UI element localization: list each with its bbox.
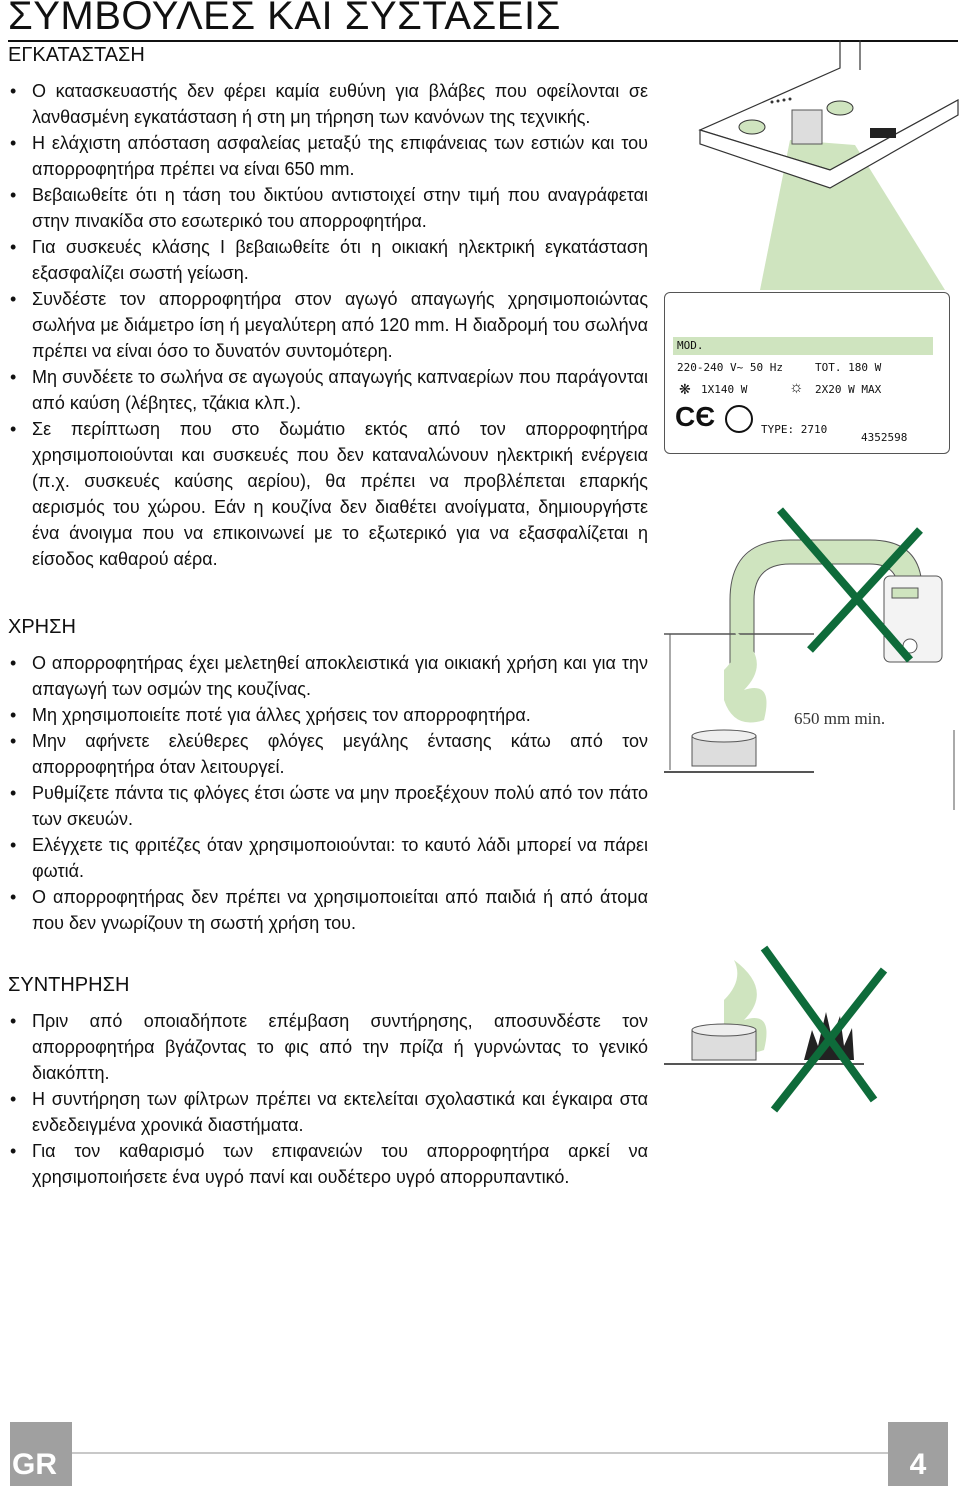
maintenance-list [8, 1008, 648, 1190]
list-item: • Ο απορροφητήρας έχει μελετηθεί αποκλειστικά για οικιακή χρήση και για την απαγωγή των οσμών της κουζίνας. [8, 650, 648, 702]
motor-power-text: 1X140 W [701, 383, 748, 396]
list-item: • Πριν από οποιαδήποτε επέμβαση συντήρησης, αποσυνδέστε τον απορροφητήρα βγάζοντας το φις από την πρίζα ή γυρνώντας το γενικό διακόπτη. [8, 1008, 648, 1086]
usage-heading: ΧΡΗΣΗ [8, 616, 76, 638]
mod-bar [673, 337, 933, 355]
installation-list [8, 78, 648, 572]
list-item: • Η ελάχιστη απόσταση ασφαλείας μεταξύ της επιφάνειας των εστιών και του απορροφητήρα πρέπει να είναι 650 mm. [8, 130, 648, 182]
list-item: • Μη συνδέετε το σωλήνα σε αγωγούς απαγωγής καπναερίων που παράγονται από καύση (λέβητες, τζάκια κλπ.). [8, 364, 648, 416]
page-number: 4 [888, 1422, 948, 1486]
lamp-icon: ☼ [789, 379, 804, 396]
distance-label: 650 mm min. [794, 709, 886, 728]
cert-mark-icon [725, 405, 753, 433]
mod-text: MOD. [677, 339, 704, 352]
hood-illustration [680, 40, 960, 290]
list-item: • Ο απορροφητήρας δεν πρέπει να χρησιμοποιείται από παιδιά ή από άτομα που δεν γνωρίζουν τη σωστή χρήση του. [8, 884, 648, 936]
list-item: • Μην αφήνετε ελεύθερες φλόγες μεγάλης έντασης κάτω από τον απορροφητήρα όταν λειτουργεί. [8, 728, 648, 780]
list-item: • Η συντήρηση των φίλτρων πρέπει να εκτελείται σχολαστικά και έγκαιρα στα ενδεδειγμένα χρονικά διαστήματα. [8, 1086, 648, 1138]
ce-mark-icon: CЄ [675, 401, 716, 432]
fan-icon: ❋ [679, 381, 691, 397]
list-item: • Ο κατασκευαστής δεν φέρει καμία ευθύνη για βλάβες που οφείλονται σε λανθασμένη εγκατάσταση ή στη μη τήρηση των κανόνων της τεχνικής. [8, 78, 648, 130]
distance-illustration [664, 620, 960, 810]
list-item: • Μη χρησιμοποιείτε ποτέ για άλλες χρήσεις τον απορροφητήρα. [8, 702, 648, 728]
list-item: • Ελέγχετε τις φριτέζες όταν χρησιμοποιούνται: το καυτό λάδι μπορεί να πάρει φωτιά. [8, 832, 648, 884]
flame-illustration [664, 940, 960, 1140]
footer-rule [72, 1452, 888, 1454]
usage-list [8, 650, 648, 936]
list-item: • Βεβαιωθείτε ότι η τάση του δικτύου αντιστοιχεί στην τιμή που αναγράφεται στην πινακίδα στο εσωτερικό του απορροφητήρα. [8, 182, 648, 234]
list-item: • Ρυθμίζετε πάντα τις φλόγες έτσι ώστε να μην προεξέχουν πολύ από τον πάτο των σκευών. [8, 780, 648, 832]
list-item: • Για τον καθαρισμό των επιφανειών του απορροφητήρα αρκεί να χρησιμοποιήσετε ένα υγρό πανί και ουδέτερο υγρό απορρυπαντικό. [8, 1138, 648, 1190]
type-text: TYPE: 2710 [761, 423, 828, 436]
installation-heading: ΕΓΚΑΤΑΣΤΑΣΗ [8, 44, 145, 66]
list-item: • Σε περίπτωση που στο δωμάτιο εκτός από τον απορροφητήρα χρησιμοποιούνται και συσκευές που δεν καταναλώνουν ηλεκτρική ενέργεια (π.χ. συσκευές καύσης αερίου), θα πρέπει να προβλέπεται επαρκής αερισμός του χώρου. Εάν η κουζίνα δεν διαθέτει ανοίγματα, δημιουργήστε ένα άνοιγμα που να επικοινωνεί με το εξωτερικό για να εξασφαλίζεται η είσοδος καθαρού αέρα. [8, 416, 648, 572]
list-item: • Συνδέστε τον απορροφητήρα στον αγωγό απαγωγής χρησιμοποιώντας σωλήνα με διάμετρο ίση ή μεγαλύτερη από 120 mm. Η διαδρομή του σωλήνα πρέπει να είναι όσο το δυνατόν συντομότερη. [8, 286, 648, 364]
rating-plate [664, 292, 950, 454]
maintenance-heading: ΣΥΝΤΗΡΗΣΗ [8, 974, 130, 996]
voltage-text: 220-240 V~ 50 Hz [677, 361, 783, 374]
page-title: ΣΥΜΒΟΥΛΕΣ ΚΑΙ ΣΥΣΤΑΣΕΙΣ [8, 0, 561, 38]
language-badge: GR [10, 1422, 72, 1486]
total-power-text: TOT. 180 W [815, 361, 882, 374]
lamp-power-text: 2X20 W MAX [815, 383, 882, 396]
list-item: • Για συσκευές κλάσης Ι βεβαιωθείτε ότι η οικιακή ηλεκτρική εγκατάσταση εξασφαλίζει σωστή γείωση. [8, 234, 648, 286]
code-text: 4352598 [861, 431, 908, 444]
